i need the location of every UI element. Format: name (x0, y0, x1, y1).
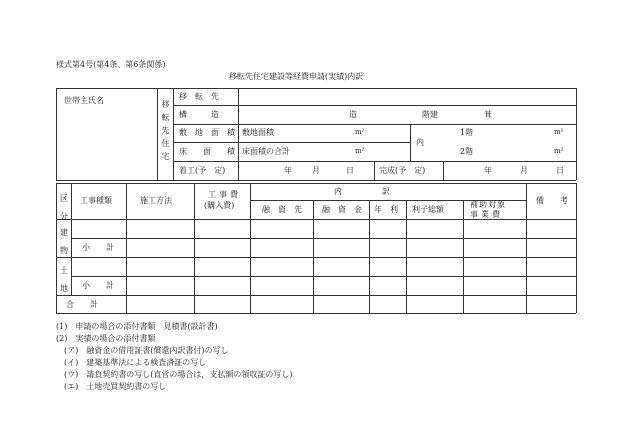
floor-total-unit: m² (355, 147, 365, 155)
site-area-label: 敷 地 面 積 (179, 128, 235, 137)
form-number: 様式第4号(第4条、第6条関係) (56, 60, 166, 69)
col-work-cost: 工事費 (208, 190, 241, 199)
building-label: 建物 (60, 228, 68, 255)
site-area-unit: m² (355, 128, 365, 136)
floor1-label: 1階 (460, 128, 474, 137)
note-2d: (エ) 土地売買契約書の写し (56, 382, 167, 391)
col-rate: 年 利 (374, 205, 398, 214)
floor1-unit: m² (554, 128, 564, 136)
structure-label: 構 造 (179, 110, 219, 119)
col-breakdown: 内 訳 (334, 187, 390, 196)
householder-label: 世帯主氏名 (64, 96, 104, 105)
floor2-label: 2階 (460, 147, 474, 156)
note-2b: (イ) 建築基準法による検査済証の写し (56, 358, 207, 367)
address-value[interactable] (242, 91, 572, 103)
floor-total-label: 床面積の合計 (242, 147, 290, 156)
col-lender: 融 資 先 (262, 205, 302, 214)
relocation-label: 移転先住宅 (161, 100, 170, 165)
address-label: 移 転 先 (179, 92, 219, 101)
start-label: 着工(予 定) (179, 166, 226, 175)
start-year: 年 (284, 166, 292, 175)
note-1: (1) 申請の場合の添付書類 見積書(設計書) (56, 322, 218, 331)
site-area-value-label: 敷地面積 (242, 128, 274, 137)
structure-mid: 造 (349, 110, 357, 119)
land-label: 土地 (60, 266, 68, 293)
note-2: (2) 実績の場合の添付書類 (56, 334, 156, 343)
structure-unit: 葺 (484, 110, 492, 119)
floor2-unit: m² (554, 147, 564, 155)
complete-month: 月 (520, 166, 528, 175)
col-loan: 融 資 金 (322, 205, 362, 214)
start-month: 月 (312, 166, 320, 175)
col-category: 区分 (60, 194, 68, 221)
floor-area-label: 床 面 積 (179, 147, 235, 156)
col-interest: 利子総額 (412, 205, 444, 214)
col-work-type: 工事種類 (80, 196, 112, 205)
col-remarks: 備 考 (536, 196, 568, 205)
note-2c: (ウ) 請負契約書の写し(直営の場合は，支払額の領収証の写し) (56, 370, 293, 379)
col-subsidy-1: 補助対象 (470, 200, 506, 209)
land-subtotal: 小 計 (82, 281, 114, 290)
grand-total: 合 計 (66, 300, 98, 309)
note-2a: (ア) 融資金の借用証書(償還内訳書付)の写し (56, 346, 229, 355)
breakdown-label: 内 (416, 138, 424, 147)
col-method: 施工方法 (140, 196, 172, 205)
complete-day: 日 (556, 166, 564, 175)
complete-year: 年 (484, 166, 492, 175)
col-work-cost-sub: (購入費) (204, 201, 235, 210)
complete-label: 完成(予 定) (379, 166, 426, 175)
start-day: 日 (346, 166, 354, 175)
form-title: 移転先住宅建設等経費申請(実績)内訳 (229, 72, 364, 81)
structure-floors: 階建 (422, 110, 438, 119)
building-subtotal: 小 計 (82, 243, 114, 252)
col-subsidy-2: 事業費 (470, 210, 503, 219)
